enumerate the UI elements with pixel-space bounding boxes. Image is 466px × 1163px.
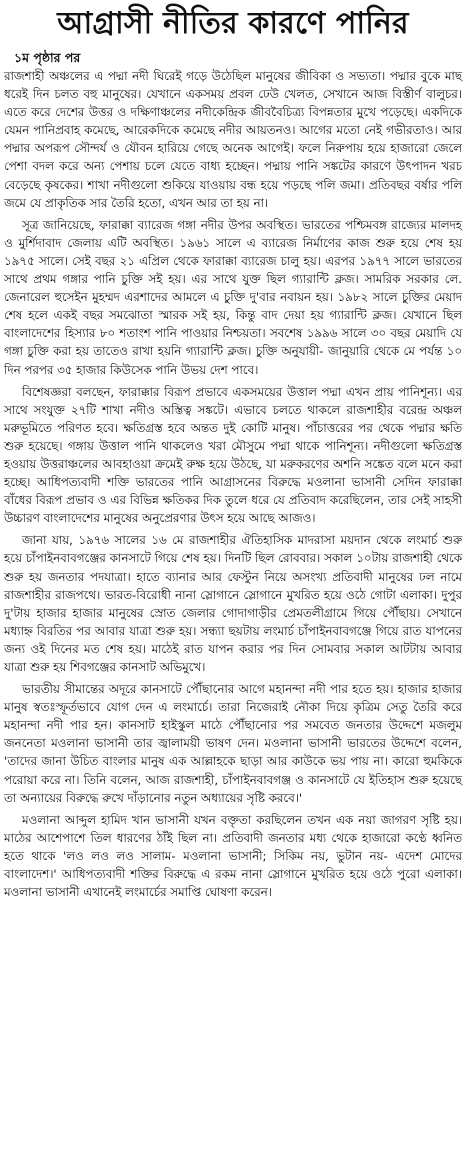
- headline: আগ্রাসী নীতির কারণে পানির: [57, 6, 409, 41]
- paragraph-4: জানা যায়, ১৯৭৬ সালের ১৬ মে রাজশাহীর ঐতিহাসিক মাদরাসা ময়দান থেকে লংমার্চ শুরু হয়ে চাঁপাইনবাবগঞ্জের কানসাটে গিয়ে শেষ হয়। দিনটি ছিল রোববার। সকাল ১০টায় রাজশাহী থেকে শুরু হয় জনতার পদযাত্রা। হাতে ব্যানার আর ফেস্টুন নিয়ে অসংখ্য প্রতিবাদী মানুষের ঢল নামে রাজশাহীর রাজপথে। ভারত-বিরোধী নানা স্লোগানে স্লোগানে মুখরিত হয়ে ওঠে গোটা এলাকা। দুপুর দু'টায় হাজার হাজার মানুষের স্রোত জেলার গোদাগাড়ীর প্রেমতলীগ্রামে গিয়ে পৌঁছায়। সেখানে মধ্যাহ্ন বিরতির পর আবার যাত্রা শুরু হয়। সন্ধ্যা ছয়টায় লংমার্চ চাঁপাইনবাবগঞ্জে গিয়ে রাত যাপনের জন্য ওই দিনের মত শেষ হয়। মাঠেই রাত যাপন করার পর দিন সোমবার সকাল আটটায় আবার যাত্রা শুরু হয় শিবগঞ্জের কানসাট অভিমুখে।: [4, 533, 462, 674]
- paragraph-5: ভারতীয় সীমান্তের অদূরে কানসাটে পৌঁছানোর আগে মহানন্দা নদী পার হতে হয়। হাজার হাজার মানুষ স্বতঃস্ফূর্তভাবে যোগ দেন এ লংমার্চে। তারা নিজেরাই নৌকা দিয়ে কৃত্রিম সেতু তৈরি করে মহানন্দা নদী পার হন। কানসাট হাইস্কুল মাঠে পৌঁছানোর পর সমবেত জনতার উদ্দেশে মজলুম জননেতা মওলানা ভাসানী তার জ্বালাময়ী ভাষণ দেন। মওলানা ভাসানী ভারতের উদ্দেশে বলেন, 'তাদের জানা উচিত বাংলার মানুষ এক আল্লাহকে ছাড়া আর কাউকে ভয় পায় না। কারো হুমকিকে পরোয়া করে না। তিনি বলেন, আজ রাজশাহী, চাঁপাইনবাবগঞ্জ ও কানসাটে যে ইতিহাস শুরু হয়েছে তা অন্যায়ের বিরুদ্ধে রুখে দাঁড়ানোর নতুন অধ্যায়ের সৃষ্টি করবে।': [4, 682, 462, 805]
- continued-from-label: ১ম পৃষ্ঠার পর: [14, 50, 81, 65]
- paragraph-1: রাজশাহী অঞ্চলের এ পদ্মা নদী ঘিরেই গড়ে উঠেছিল মানুষের জীবিকা ও সভ্যতা। পদ্মার বুকে মাছ ধরেই দিন চলত বহু মানুষের। যেখানে একসময় প্রবল ঢেউ খেলত, সেখানে আজ বিস্তীর্ণ বালুচর। এতে করে দেশের উত্তর ও দক্ষিণাঞ্চলের নদীকেন্দ্রিক জীববৈচিত্র্য বিপন্নতার মুখে পড়েছে। একদিকে যেমন পানিপ্রবাহ কমেছে, আরেকদিকে কমেছে নদীর আয়তনও। আগের মতো নেই গভীরতাও। আর পদ্মার অপরূপ সৌন্দর্য ও যৌবন হারিয়ে গেছে অনেক আগেই। ফলে নিরুপায় হয়ে হাজারো জেলে পেশা বদল করে অন্য পেশায় চলে যেতে বাধ্য হচ্ছেন। পদ্মায় পানি সঙ্কটের কারণে উৎপাদন খরচ বেড়েছে কৃষকের। শাখা নদীগুলো শুকিয়ে যাওয়ায় বন্ধ হয়ে পড়ছে পলি জমা। প্রতিবছর বর্ষার পলি জমে যে প্রাকৃতিক সার তৈরি হতো, এখন আর তা হয় না।: [4, 69, 462, 210]
- paragraph-3: বিশেষজ্ঞরা বলছেন, ফারাক্কার বিরূপ প্রভাবে একসময়ের উত্তাল পদ্মা এখন প্রায় পানিশূন্য। এর সাথে সংযুক্ত ২৭টি শাখা নদীও অস্তিত্ব সঙ্কটে। এভাবে চলতে থাকলে রাজশাহীর বরেন্দ্র অঞ্চল মরুভূমিতে পরিণত হবে। ক্ষতিগ্রস্ত হবে অন্তত দুই কোটি মানুষ। পাঁচাত্তরের পর থেকে পদ্মার ক্ষতি শুরু হয়েছে। গঙ্গায় উত্তাল পানি থাকলেও খরা মৌসুমে পদ্মা থাকে পানিশূন্য। নদীগুলো ক্ষতিগ্রস্ত হওয়ায় উত্তরাঞ্চলের আবহাওয়া ক্রমেই রুক্ষ হয়ে উঠছে, যা মরুকরণের অশনি সঙ্কেত বলে মনে করা হচ্ছে। আধিপত্যবাদী শক্তি ভারতের পানি আগ্রাসনের বিরুদ্ধে মওলানা ভাসানী সেদিন ফারাক্কা বাঁধের বিরূপ প্রভাব ও এর বিভিন্ন ক্ষতিকর দিক তুলে ধরে যে প্রতিবাদ করেছিলেন, তার সেই সাহসী উচ্চারণ বাংলাদেশের মানুষের অনুপ্রেরণার উৎস হয়ে আছে আজও।: [4, 384, 462, 526]
- paragraph-2: সূত্র জানিয়েছে, ফারাক্কা ব্যারেজ গঙ্গা নদীর উপর অবস্থিত। ভারতের পশ্চিমবঙ্গ রাজ্যের মালদহ ও মুর্শিদাবাদ জেলায় এটি অবস্থিত। ১৯৬১ সালে এ ব্যারেজ নির্মাণের কাজ শুরু হয়ে শেষ হয় ১৯৭৫ সালে। সেই বছর ২১ এপ্রিল থেকে ফারাক্কা ব্যারেজ চালু হয়। এরপর ১৯৭৭ সালে ভারতের সাথে প্রথম গঙ্গার পানি চুক্তি সই হয়। এর সাথে যুক্ত ছিল গ্যারান্টি ক্লজ। সামরিক সরকার লে. জেনারেল হুসেইন মুহম্মদ এরশাদের আমলে এ চুক্তি দু'বার নবায়ন হয়। ১৯৮২ সালে চুক্তির মেয়াদ শেষ হলে একই বছর সমঝোতা স্মারক সই হয়, কিন্তু বাদ দেয়া হয় গ্যারান্টি ক্লজ। যেখানে ছিল বাংলাদেশের হিস্যার ৮০ শতাংশ পানি পাওয়ার নিশ্চয়তা। সবশেষ ১৯৯৬ সালে ৩০ বছর মেয়াদি যে গঙ্গা চুক্তি করা হয় তাতেও রাখা হয়নি গ্যারান্টি ক্লজ। চুক্তি অনুযায়ী- জানুয়ারি থেকে মে পর্যন্ত ১০ দিন পরপর ৩৫ হাজার কিউসেক পানি উভয় দেশ পাবে।: [4, 217, 462, 377]
- article-body: [4, 67, 462, 901]
- paragraph-6: মওলানা আব্দুল হামিদ খান ভাসানী যখন বক্তৃতা করছিলেন তখন এক নয়া জাগরণ সৃষ্টি হয়। মাঠের আশেপাশে তিল ধারণের ঠাঁই ছিল না। প্রতিবাদী জনতার মধ্য থেকে হাজারো কণ্ঠে ধ্বনিত হতে থাকে 'লও লও লও সালাম- মওলানা ভাসানী; সিকিম নয়, ভুটান নয়- এদেশ মোদের বাংলাদেশ।' আধিপত্যবাদী শক্তির বিরুদ্ধে এ রকম নানা স্লোগানে মুখরিত হয়ে ওঠে পুরো এলাকা। মওলানা ভাসানী এখানেই লংমার্চের সমাপ্তি ঘোষণা করেন।: [4, 812, 462, 900]
